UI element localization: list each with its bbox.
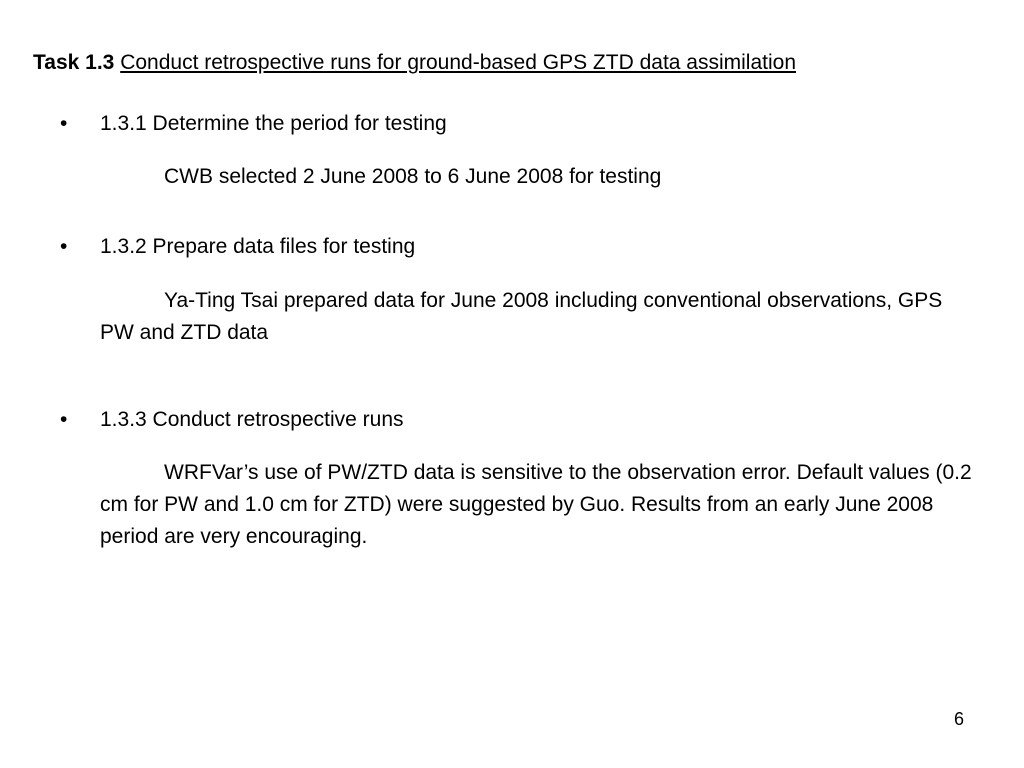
bullet-icon: • bbox=[60, 112, 68, 135]
bullet-text-2: Ya-Ting Tsai prepared data for June 2008 including conventional observations, GPS PW and ZTD data bbox=[100, 289, 943, 344]
bullet-text-1: CWB selected 2 June 2008 to 6 June 2008 for testing bbox=[164, 165, 662, 188]
bullet-text-3: WRFVar’s use of PW/ZTD data is sensitive to the observation error. Default values (0.2 cm for PW and 1.0 cm for ZTD) were suggested by Guo. Results from an early June 2008 period are very encouraging. bbox=[100, 461, 972, 548]
slide-title bbox=[33, 49, 796, 77]
bullet-item-2 bbox=[60, 233, 415, 261]
bullet-heading: 1.3.3 Conduct retrospective runs bbox=[100, 408, 404, 431]
page-number: 6 bbox=[953, 709, 964, 729]
bullet-icon: • bbox=[60, 235, 68, 258]
bullet-item-3 bbox=[60, 406, 404, 434]
bullet-heading: 1.3.1 Determine the period for testing bbox=[100, 112, 447, 135]
task-label: Task 1.3 bbox=[33, 51, 115, 74]
bullet-heading: 1.3.2 Prepare data files for testing bbox=[100, 235, 416, 258]
bullet-icon: • bbox=[60, 408, 68, 431]
bullet-item-1 bbox=[60, 110, 447, 138]
task-subject: Conduct retrospective runs for ground-based GPS ZTD data assimilation bbox=[120, 51, 797, 74]
